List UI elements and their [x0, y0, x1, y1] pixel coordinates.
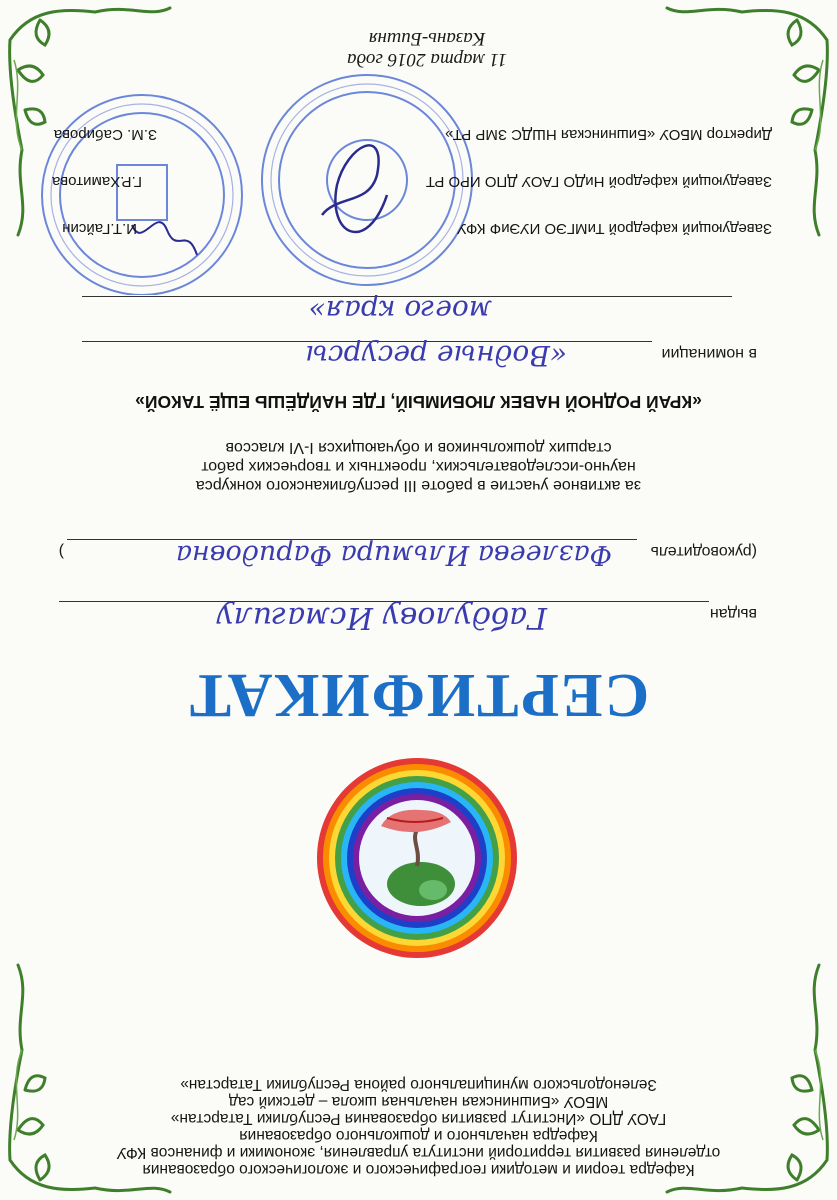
body-line: старших дошкольников и обучающихся I-VI классов [225, 439, 612, 456]
header-line: отделения развития территорий института управления, экономики и финансов КФУ [116, 1144, 721, 1161]
signature-name-2: Г.Р.Хамитова [51, 173, 142, 190]
award-reason [60, 438, 777, 495]
body-line: научно-исследовательских, проектных и творческих работ [201, 458, 636, 475]
header-line: Зеленодольского муниципального района Республики Татарстан» [180, 1076, 657, 1093]
issued-label: выдан [709, 605, 757, 622]
header-line: ГАОУ ДПО «Институт развития образования Республики Татарстан» [170, 1110, 667, 1127]
header-line: МБОУ «Бишнинская начальная школа – детский сад [228, 1093, 609, 1110]
supervisor-open-label: (руководитель [650, 543, 757, 560]
organizers-header [60, 1076, 777, 1178]
nomination-handwritten-1: «Водные ресурсы [305, 339, 567, 372]
contest-name: «КРАЙ РОДНОЙ НАВЕК ЛЮБИМЫЙ, ГДЕ НАЙДЁШЬ ЕЩЁ ТАКОЙ» [135, 392, 702, 412]
nomination-handwritten-2: моего края» [308, 294, 492, 327]
date-place [297, 28, 557, 70]
nomination-label: в номинации [661, 345, 757, 362]
certificate-title: СЕРТИФИКАТ [187, 661, 650, 729]
signature-position-3: Директор МБОУ «Бишнинская НШДС ЗМР РТ» [445, 126, 772, 143]
signature-position-2: Заведующий кафедрой НиДО ГАОУ ДПО ИРО РТ [425, 173, 772, 190]
recipient-handwritten: Габдулову Исмагилу [216, 600, 547, 635]
signature-name-1: И.Т.Гайсин [62, 220, 137, 237]
signature-name-3: З.М. Сабирова [53, 126, 157, 143]
body-line: за активное участие в работе III республиканского конкурса [195, 477, 642, 494]
rainbow-tree-hands-emblem-icon [313, 754, 521, 962]
header-line: Кафедра теории и методики географического и экологического образования [142, 1161, 695, 1178]
date-line: 11 марта 2016 года [347, 49, 507, 70]
place-line: Казань-Бишня [368, 28, 486, 49]
supervisor-handwritten: Фазлеева Ильмира Фаридовна [175, 539, 612, 570]
supervisor-close-label: ) [58, 543, 64, 560]
header-line: Кафедра начального и дошкольного образования [239, 1127, 598, 1144]
signature-position-1: Заведующий кафедрой ТиМГЭО ИУЭиФ КФУ [457, 220, 772, 237]
